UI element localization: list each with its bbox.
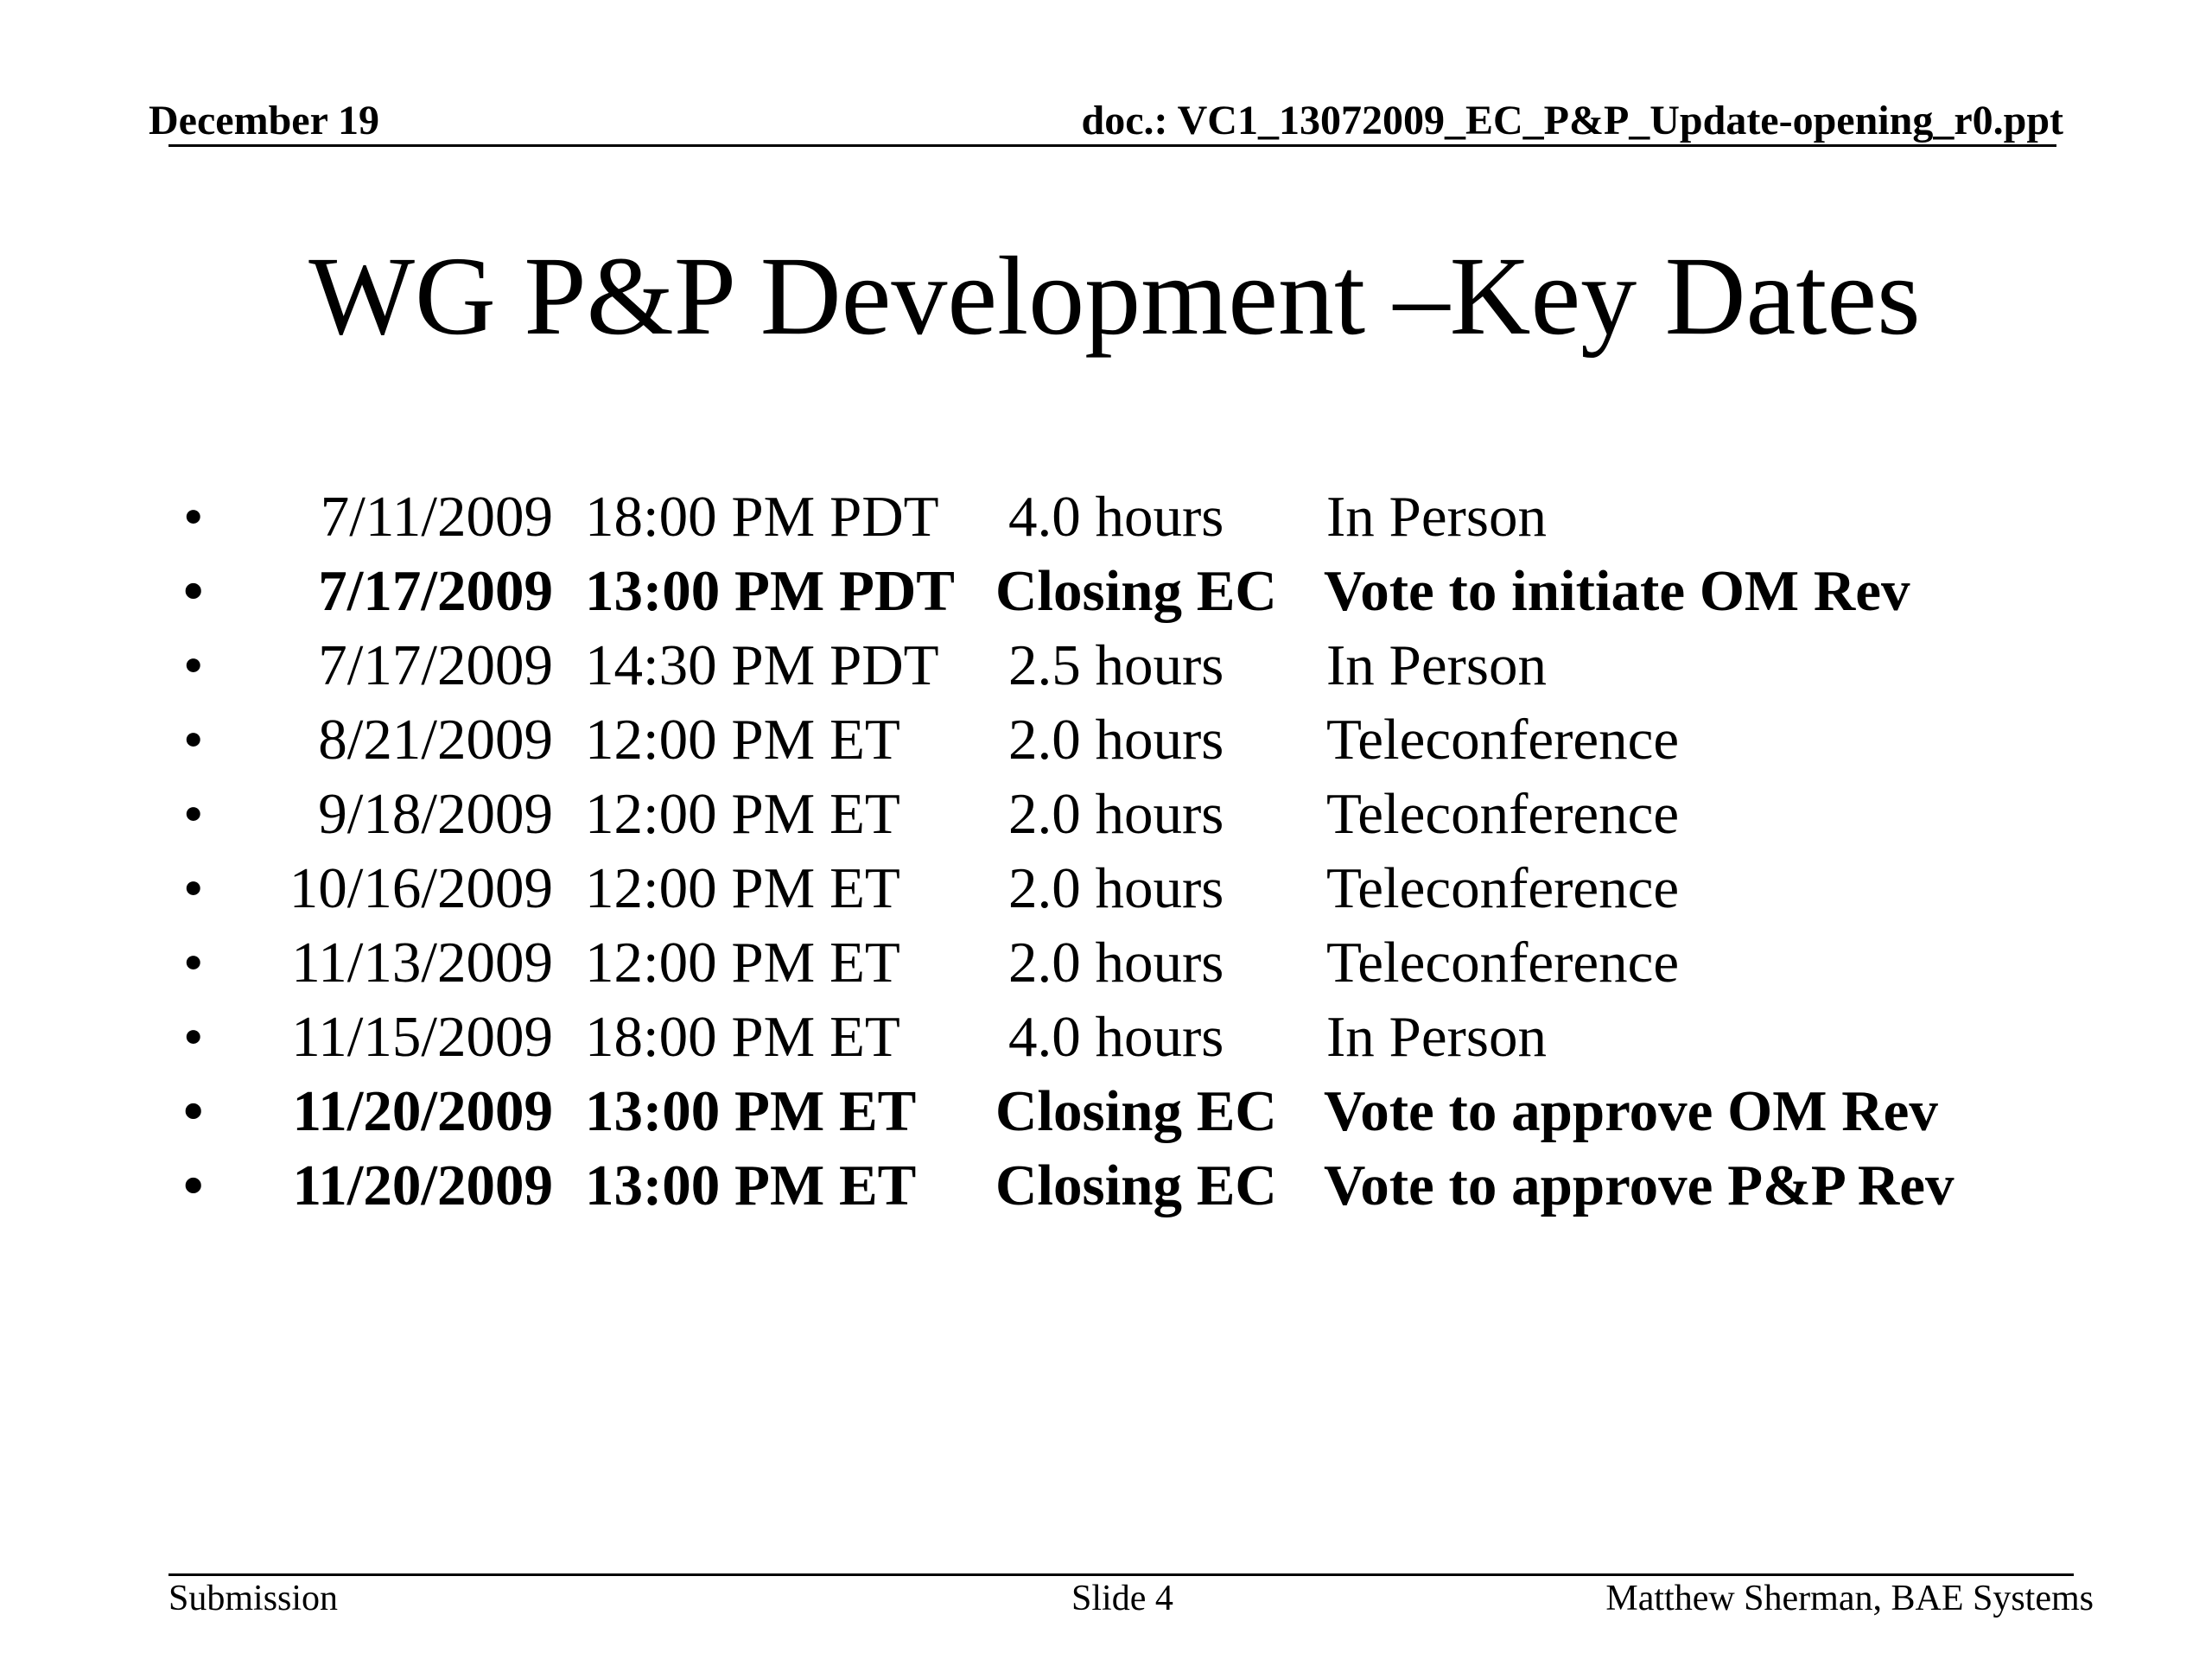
slide-title: WG P&P Development –Key Dates <box>308 234 1921 359</box>
item-date: 11/15/2009 <box>291 1005 553 1069</box>
item-duration: 4.0 hours <box>1008 485 1224 549</box>
list-item <box>0 851 2212 925</box>
bullet-icon: • <box>183 856 204 920</box>
item-time: 13:00 PM PDT <box>585 559 955 623</box>
list-item <box>0 777 2212 851</box>
item-activity: In Person <box>1326 633 1547 697</box>
key-dates-list <box>0 480 2212 1223</box>
list-item <box>0 480 2212 554</box>
item-activity: Teleconference <box>1326 856 1680 920</box>
item-duration: 2.0 hours <box>1008 856 1224 920</box>
item-date: 7/17/2009 <box>318 633 553 697</box>
item-duration: 2.0 hours <box>1008 782 1224 846</box>
list-item <box>0 702 2212 777</box>
bullet-icon: • <box>183 782 204 846</box>
list-item <box>0 628 2212 702</box>
list-item <box>0 1148 2212 1223</box>
item-activity: Teleconference <box>1326 931 1680 995</box>
item-time: 18:00 PM PDT <box>585 485 939 549</box>
bullet-icon: • <box>183 1154 204 1217</box>
bullet-icon: • <box>183 708 204 772</box>
footer-slide-number: Slide 4 <box>1071 1579 1173 1618</box>
item-duration: 2.5 hours <box>1008 633 1224 697</box>
item-duration: 4.0 hours <box>1008 1005 1224 1069</box>
bullet-icon: • <box>183 1079 204 1143</box>
item-date: 11/20/2009 <box>292 1154 553 1217</box>
item-activity: In Person <box>1326 1005 1547 1069</box>
item-duration: 2.0 hours <box>1008 708 1224 772</box>
bullet-icon: • <box>183 1005 204 1069</box>
footer-divider <box>168 1573 2074 1576</box>
bullet-icon: • <box>183 931 204 995</box>
item-time: 18:00 PM ET <box>585 1005 900 1069</box>
list-item <box>0 1000 2212 1074</box>
footer-submission: Submission <box>168 1579 339 1618</box>
header-date: December 19 <box>149 98 379 143</box>
bullet-icon: • <box>183 485 204 549</box>
item-time: 12:00 PM ET <box>585 931 900 995</box>
list-item <box>0 925 2212 1000</box>
header-divider <box>168 144 2056 147</box>
item-date: 11/20/2009 <box>292 1079 553 1143</box>
item-time: 12:00 PM ET <box>585 708 900 772</box>
item-date: 10/16/2009 <box>289 856 553 920</box>
item-date: 9/18/2009 <box>318 782 553 846</box>
item-duration: Closing EC <box>995 1154 1277 1217</box>
item-time: 12:00 PM ET <box>585 782 900 846</box>
item-duration: Closing EC <box>995 1079 1277 1143</box>
item-activity: Vote to approve OM Rev <box>1324 1079 1938 1143</box>
item-date: 7/17/2009 <box>318 559 553 623</box>
footer-author: Matthew Sherman, BAE Systems <box>1605 1579 2094 1618</box>
list-item <box>0 554 2212 628</box>
header-doc-id: doc.: VC1_13072009_EC_P&P_Update-opening_r0.ppt <box>1081 98 2063 143</box>
item-activity: In Person <box>1326 485 1547 549</box>
item-time: 13:00 PM ET <box>585 1079 917 1143</box>
item-activity: Vote to initiate OM Rev <box>1324 559 1910 623</box>
item-date: 8/21/2009 <box>318 708 553 772</box>
item-date: 11/13/2009 <box>291 931 553 995</box>
item-time: 14:30 PM PDT <box>585 633 939 697</box>
item-activity: Vote to approve P&P Rev <box>1324 1154 1955 1217</box>
item-duration: Closing EC <box>995 559 1277 623</box>
item-time: 12:00 PM ET <box>585 856 900 920</box>
item-time: 13:00 PM ET <box>585 1154 917 1217</box>
bullet-icon: • <box>183 559 204 623</box>
item-date: 7/11/2009 <box>320 485 553 549</box>
list-item <box>0 1074 2212 1148</box>
item-duration: 2.0 hours <box>1008 931 1224 995</box>
item-activity: Teleconference <box>1326 708 1680 772</box>
bullet-icon: • <box>183 633 204 697</box>
item-activity: Teleconference <box>1326 782 1680 846</box>
